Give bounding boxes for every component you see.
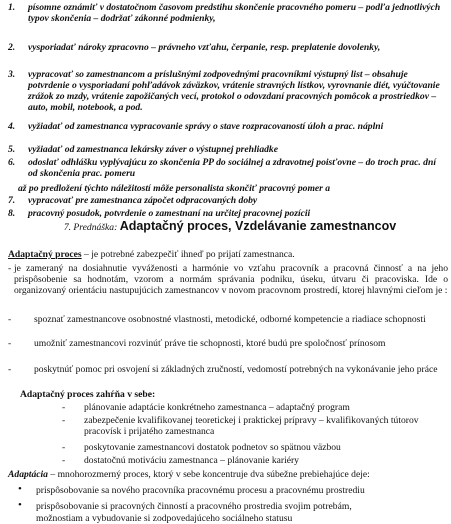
sub-text: zabezpečenie kvalifikovanej teoretickej i praktickej prípravy – kvalifikovaných tútorov pracovísk i prijatého zamestnanca [84,415,419,437]
adaptation-paragraph [8,469,448,480]
item-text: odoslať odhlášku vyplývajúcu zo skončenia PP do sociálnej a zdravotnej poisťovne – do troch prac. dní od skončenia prac. pomeru [28,157,436,179]
item-number: 8. [8,208,16,219]
intro-term: Adaptačný proces [8,249,82,260]
intro-paragraph [8,249,448,260]
sub-item: - dostatočnú motiváciu zamestnanca – plánovanie kariéry [62,455,442,466]
item-number: 6. [8,157,16,168]
sub-text: poskytovanie zamestnancovi dostatok podnetov so spätnou väzbou [84,442,341,453]
lecture-title: Adaptačný proces, Vzdelávanie zamestnancov [119,219,397,233]
item-number: 7. [8,195,16,206]
list-item [8,69,446,113]
list-item [8,42,446,53]
item-text: vypracovať so zamestnancom a príslušnými zodpovednými pracovníkmi výstupný list – obsahuje potvrdenie o vysporiadaní pohľadávok záväzkov, vrátenie stravných lístkov, vyrovnanie diét, vyúčtovanie zrážok zo mzdy, vrátenie zapožičaných vecí, protokol o odovzdaní pracovných pomôcok a prostriedkov – auto, mobil, notebook, a pod. [28,69,440,113]
bullet-text: prispôsobovanie si pracovných činností a pracovného prostredia svojim potrebám, [36,501,352,512]
item-text: vypracovať pre zamestnanca zápočet odpracovaných doby [28,195,258,206]
dash-text: umožniť zamestnancovi rozvinúť práve tie schopnosti, ktoré budú pre spoločnosť prínosom [34,338,386,349]
item-number: 2. [8,42,16,53]
sub-item: - plánovanie adaptácie konkrétneho zamestnanca – adaptačný program [62,402,442,413]
item-text: vysporiadať nároky zpracovno – právneho vzťahu, čerpanie, resp. preplatenie dovolenky, [28,42,381,53]
lecture-prefix: 7. Prednáška: [63,222,118,233]
list-item [8,144,446,155]
list-item [8,208,446,219]
bullet-text: prispôsobovanie sa nového pracovníka pracovnému procesu a pracovnému prostrediu [36,485,365,496]
bullet-item [18,501,448,512]
intro-text: – je potrebné zabezpečiť ihneď po prijatí zamestnanca. [81,249,295,260]
item-number: 3. [8,69,16,80]
adaptation-term: Adaptácia [8,469,48,480]
item-number: 4. [8,121,16,132]
dash-item: - je zameraný na dosiahnutie vyváženosti a harmónie vo vzťahu pracovník a pracovná činnosť a na jeho prispôsobenie sa hodnotám, vzorom a normám správania podniku, úseku, útvaru či pracoviska. Ide o organizovaný orientáciu nastupujúcich zamestnancov v novom pracovnom prostredí, ktorej hlavnými cieľom je : [8,263,448,296]
list-item [8,195,446,206]
item-text: písomne oznámiť v dostatočnom časovom predstihu skončenie pracovného pomeru – podľa jednotlivých typov skončenia – dodržať zákonné podmienky, [28,2,441,24]
bullet-item [18,485,448,496]
item-text: vyžiadať od zamestnanca lekársky záver o výstupnej prehliadke [28,144,278,155]
item-text: pracovný posudok, potvrdenie o zamestnaní na určitej pracovnej pozícii [28,208,311,219]
interlude-text: až po predložení týchto náležitostí môže personalista skončiť pracovný pomer a [18,183,331,194]
dash-text: spoznať zamestnancove osobnostné vlastnosti, metodické, odborné kompetencie a riadiace schopnosti [34,314,426,325]
list-item [8,121,446,132]
item-number: 1. [8,2,16,13]
bullet-icon: • [18,499,22,511]
sub-item: - zabezpečenie kvalifikovanej teoretickej i praktickej prípravy – kvalifikovaných tútorov pracovísk i prijatého zamestnanca [62,415,442,437]
dash-item: - poskytnúť pomoc pri osvojení si základných zručností, vedomostí potrebných na vykonávanie jeho práce [8,364,448,375]
dash-item: - umožniť zamestnancovi rozvinúť práve tie schopnosti, ktoré budú pre spoločnosť prínosom [8,338,448,349]
lecture-heading [10,221,450,233]
bullet-continuation: možnostiam a vybudovanie si zodpovedajúceho sociálneho statusu [36,513,293,524]
sub-item: - poskytovanie zamestnancovi dostatok podnetov so spätnou väzbou [62,442,442,453]
item-text: vyžiadať od zamestnanca vypracovanie správy o stave rozpracovaností úloh a prac. náplni [28,121,384,132]
item-number: 5. [8,144,16,155]
dash-text: je zameraný na dosiahnutie vyváženosti a harmónie vo vzťahu pracovník a pracovná činnosť a na jeho prispôsobenie sa hodnotám, vzorom a normám správania podniku, úseku, útvaru či pracoviska. Ide o organizovaný orientáciu nastupujúcich zamestnancov v novom pracovnom prostredí, ktorej hlavnými cieľom je : [14,263,448,296]
includes-heading: Adaptačný proces zahŕňa v sebe: [20,389,156,400]
dash-text: poskytnúť pomoc pri osvojení si základných zručností, vedomostí potrebných na vykonávanie jeho práce [34,364,438,375]
list-item [8,2,446,24]
sub-text: dostatočnú motiváciu zamestnanca – plánovanie kariéry [84,455,299,466]
sub-text: plánovanie adaptácie konkrétneho zamestnanca – adaptačný program [84,402,350,413]
dash-item: - spoznať zamestnancove osobnostné vlastnosti, metodické, odborné kompetencie a riadiace schopnosti [8,314,448,325]
bullet-icon: • [18,483,22,495]
adaptation-text: – mnohorozmerný proces, ktorý v sebe koncentruje dva súbežne prebiehajúce deje: [47,469,370,480]
list-item [8,157,446,179]
